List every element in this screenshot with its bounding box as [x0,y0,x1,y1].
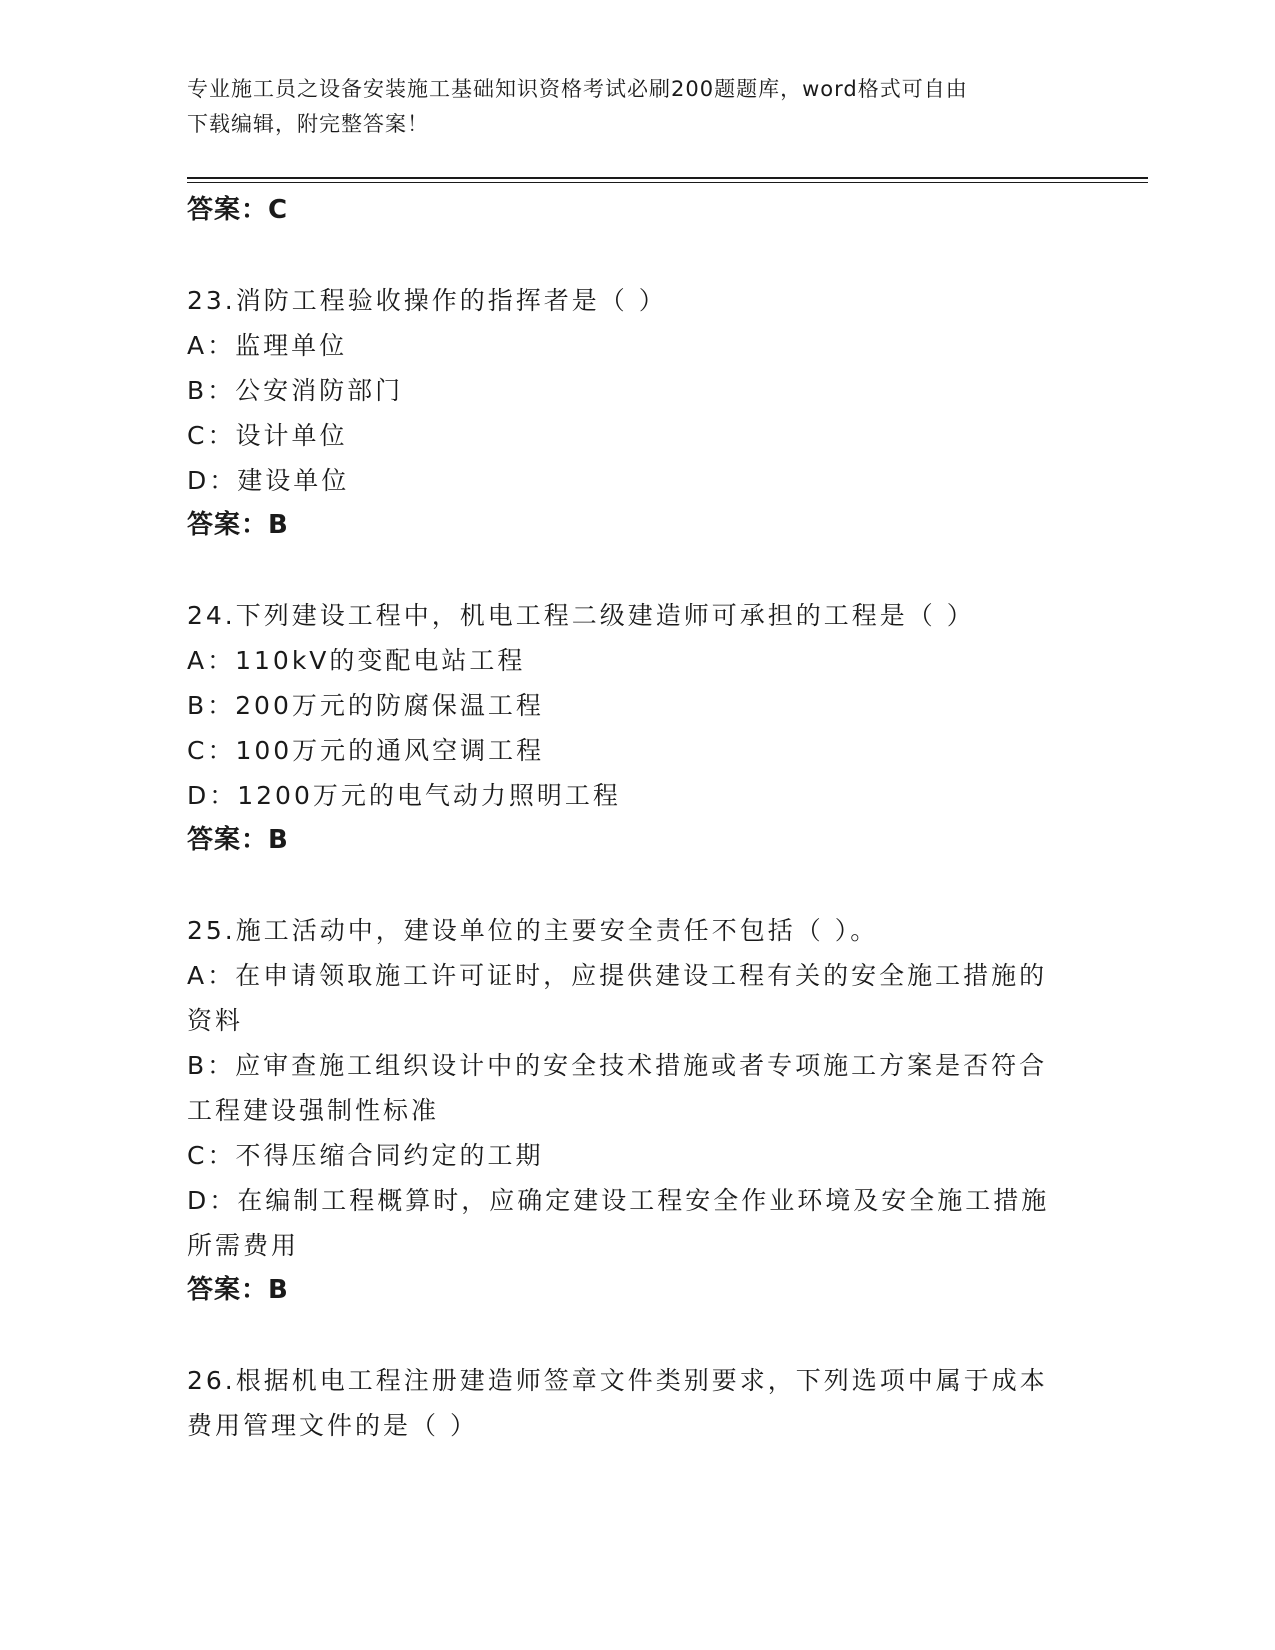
option-d: D：1200万元的电气动力照明工程 [187,781,621,810]
option-b: B：公安消防部门 [187,376,404,405]
question-25 [187,908,1087,1313]
option-a: A：110kV的变配电站工程 [187,646,526,675]
option-d-line-2: 所需费用 [187,1231,300,1260]
option-a-line-2: 资料 [187,1006,244,1035]
answer-q22: 答案：C [187,195,289,225]
question-list [187,188,1087,1448]
answer-q23: 答案：B [187,510,289,540]
header-divider-thick [187,177,1148,179]
option-d-line-1: D：在编制工程概算时，应确定建设工程安全作业环境及安全施工措施 [187,1186,1050,1215]
question-stem: 23.消防工程验收操作的指挥者是（ ） [187,286,667,315]
option-a-line-1: A：在申请领取施工许可证时，应提供建设工程有关的安全施工措施的 [187,961,1048,990]
document-header [187,72,1067,142]
option-d: D：建设单位 [187,466,350,495]
question-stem-line-2: 费用管理文件的是（ ） [187,1411,478,1440]
option-a: A：监理单位 [187,331,348,360]
question-stem: 25.施工活动中，建设单位的主要安全责任不包括（ ）。 [187,916,879,945]
answer-q25: 答案：B [187,1275,289,1305]
option-c: C：设计单位 [187,421,348,450]
option-b-line-2: 工程建设强制性标准 [187,1096,440,1125]
question-26 [187,1358,1087,1448]
header-divider-thin [187,182,1148,183]
header-line-2: 下载编辑，附完整答案！ [187,112,429,136]
question-stem-line-1: 26.根据机电工程注册建造师签章文件类别要求，下列选项中属于成本 [187,1366,1048,1395]
question-stem: 24.下列建设工程中，机电工程二级建造师可承担的工程是（ ） [187,601,975,630]
question-23 [187,278,1087,548]
option-c: C：不得压缩合同约定的工期 [187,1141,544,1170]
header-line-1: 专业施工员之设备安装施工基础知识资格考试必刷200题题库，word格式可自由 [187,77,968,101]
option-b: B：200万元的防腐保温工程 [187,691,544,720]
answer-q24: 答案：B [187,825,289,855]
option-b-line-1: B：应审查施工组织设计中的安全技术措施或者专项施工方案是否符合 [187,1051,1048,1080]
question-24 [187,593,1087,863]
option-c: C：100万元的通风空调工程 [187,736,545,765]
